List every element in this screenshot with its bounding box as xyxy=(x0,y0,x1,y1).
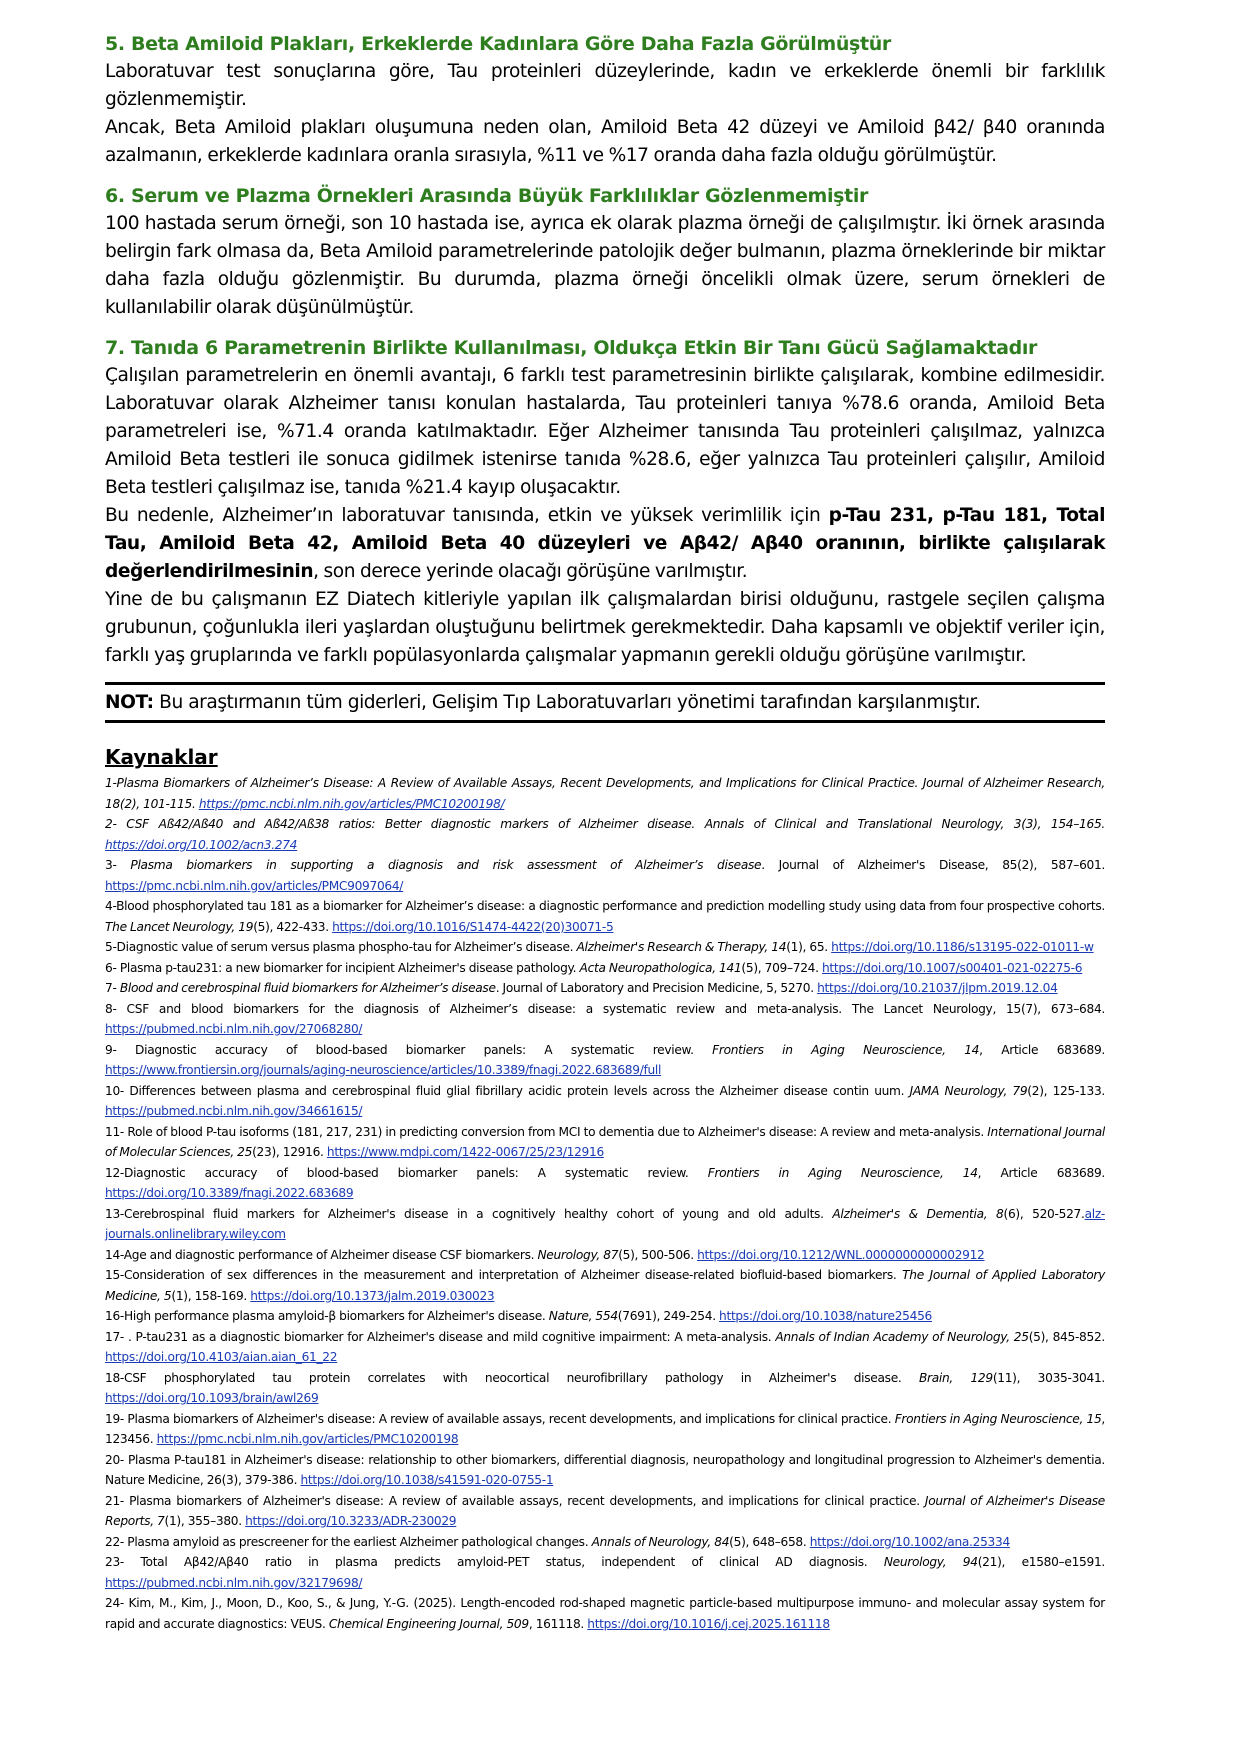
references-list xyxy=(105,773,1105,1634)
reference-item xyxy=(105,1245,1105,1266)
reference-link[interactable]: https://pubmed.ncbi.nlm.nih.gov/32179698/ xyxy=(105,1575,363,1590)
reference-link[interactable]: https://doi.org/10.1038/nature25456 xyxy=(719,1309,932,1323)
reference-link[interactable]: https://pmc.ncbi.nlm.nih.gov/articles/PMC10200198/ xyxy=(198,796,505,811)
section-heading: 5. Beta Amiloid Plakları, Erkeklerde Kadınlara Göre Daha Fazla Görülmüştür xyxy=(105,33,891,55)
reference-link[interactable]: https://doi.org/10.1373/jalm.2019.030023 xyxy=(250,1288,495,1303)
reference-link[interactable]: https://pmc.ncbi.nlm.nih.gov/articles/PMC10200198 xyxy=(156,1432,459,1446)
reference-item xyxy=(105,814,1105,855)
reference-journal: Nature, 554 xyxy=(548,1309,618,1323)
reference-journal: Neurology, 94 xyxy=(883,1555,978,1569)
document-page xyxy=(105,30,1105,1634)
reference-journal: Frontiers in Aging Neuroscience, 15 xyxy=(894,1411,1102,1426)
reference-text: (7691), 249-254. xyxy=(617,1309,720,1323)
reference-link[interactable]: https://pmc.ncbi.nlm.nih.gov/articles/PMC9097064/ xyxy=(105,878,404,893)
note-box xyxy=(105,682,1105,723)
reference-text: 6- Plasma p-tau231: a new biomarker for incipient Alzheimer's disease pathology. xyxy=(105,960,580,975)
reference-link[interactable]: https://doi.org/10.21037/jlpm.2019.12.04 xyxy=(817,981,1058,995)
paragraph: Çalışılan parametrelerin en önemli avantajı, 6 farklı test parametresinin birlikte çalışılarak, kombine edilmesidir. Laboratuvar olarak Alzheimer tanısı konulan hastalarda, Tau proteinleri tanıya %78.6 oranda, Amiloid Beta parametreleri ise, %71.4 oranda katılmaktadır. Eğer Alzheimer tanısında Tau proteinleri çalışılmaz, yalnızca Amiloid Beta testleri ile sonuca gidilmek istenirse tanıda %28.6, eğer yalnızca Tau proteinleri çalışılır, Amiloid Beta testleri çalışılmaz ise, tanıda %21.4 kayıp oluşacaktır. xyxy=(105,365,1105,498)
reference-link[interactable]: https://doi.org/10.1212/WNL.0000000000002912 xyxy=(697,1247,985,1262)
section-heading: 7. Tanıda 6 Parametrenin Birlikte Kullanılması, Oldukça Etkin Bir Tanı Gücü Sağlamaktadır xyxy=(105,337,1038,359)
reference-text: (1), 355–380. xyxy=(164,1514,246,1528)
reference-text: (5), 709–724. xyxy=(741,960,822,975)
reference-text: , Article 683689. xyxy=(979,1042,1105,1057)
reference-link[interactable]: https://doi.org/10.1002/acn3.274 xyxy=(105,837,298,852)
reference-text: (1), 65. xyxy=(786,940,832,954)
reference-journal: Brain, 129 xyxy=(918,1370,993,1385)
reference-text: 10- Differences between plasma and cerebrospinal fluid glial fibrillary acidic protein levels across the Alzheimer disease contin uum. xyxy=(105,1083,910,1098)
reference-item xyxy=(105,1409,1105,1450)
reference-text: 24- Kim, M., Kim, J., Moon, D., Koo, S., & Jung, Y.-G. (2025). Length-encoded rod-shaped magnetic particle-based multipurpose immuno- and molecular assay system for rapid and accurate diagnostics: VEUS. xyxy=(105,1596,1105,1631)
reference-journal: The Journal of Applied Laboratory Medicine, 5 xyxy=(105,1268,1105,1303)
bold-text: p-Tau 231, p-Tau 181, Total Tau, Amiloid Beta 42, Amiloid Beta 40 düzeyleri ve Aβ42/ Aβ40 oranının, birlikte çalışılarak değerlendirilmesinin xyxy=(105,505,1105,582)
reference-journal: Frontiers in Aging Neuroscience, 14 xyxy=(707,1165,978,1180)
reference-text: 8- CSF and blood biomarkers for the diagnosis of Alzheimer’s disease: a systematic review and meta-analysis. The Lancet Neurology, 15(7), 673–684. xyxy=(105,1001,1105,1016)
reference-item xyxy=(105,1593,1105,1634)
reference-journal: Chemical Engineering Journal, 509 xyxy=(328,1616,529,1631)
paragraph-text: Bu nedenle, Alzheimer’ın laboratuvar tanısında, etkin ve yüksek verimlilik için xyxy=(105,505,829,526)
reference-text: , Article 683689. xyxy=(977,1165,1105,1180)
reference-item xyxy=(105,958,1105,979)
reference-link[interactable]: https://doi.org/10.1038/s41591-020-0755-1 xyxy=(300,1473,554,1487)
reference-text: 12-Diagnostic accuracy of blood-based biomarker panels: A systematic review. xyxy=(105,1165,708,1180)
reference-text: (1), 158-169. xyxy=(171,1288,251,1303)
reference-text: 16-High performance plasma amyloid-β biomarkers for Alzheimer's disease. xyxy=(105,1309,549,1323)
reference-item xyxy=(105,1450,1105,1491)
reference-text: (5), 500-506. xyxy=(618,1247,698,1262)
reference-item xyxy=(105,1491,1105,1532)
reference-text: 9- Diagnostic accuracy of blood-based biomarker panels: A systematic review. xyxy=(105,1042,713,1057)
reference-item xyxy=(105,937,1105,958)
reference-link[interactable]: https://doi.org/10.1093/brain/awl269 xyxy=(105,1391,319,1405)
reference-text: (5), 422-433. xyxy=(253,919,333,934)
reference-text: 15-Consideration of sex differences in the measurement and interpretation of Alzheimer disease-related biofluid-based biomarkers. xyxy=(105,1268,903,1282)
reference-journal: Acta Neuropathologica, 141 xyxy=(579,960,742,975)
reference-journal: The Lancet Neurology, 19 xyxy=(105,919,254,934)
reference-text: 17- . P-tau231 as a diagnostic biomarker for Alzheimer's disease and mild cognitive impairment: A meta-analysis. xyxy=(105,1329,776,1344)
reference-text: 5-Diagnostic value of serum versus plasma phospho-tau for Alzheimer’s disease. xyxy=(105,940,577,954)
reference-text: 7- xyxy=(105,981,120,995)
reference-item xyxy=(105,1122,1105,1163)
reference-journal: Journal of Alzheimer's Disease Reports, 7 xyxy=(105,1493,1105,1528)
reference-link[interactable]: alz-journals.onlinelibrary.wiley.com xyxy=(105,1206,1106,1241)
reference-text: (5), 845-852. xyxy=(1028,1329,1105,1344)
references-title: Kaynaklar xyxy=(105,745,218,769)
reference-link[interactable]: https://doi.org/10.1016/S1474-4422(20)30071-5 xyxy=(332,919,614,934)
reference-item xyxy=(105,1163,1105,1204)
section-heading: 6. Serum ve Plazma Örnekleri Arasında Büyük Farklılıklar Gözlenmemiştir xyxy=(105,185,869,207)
reference-item xyxy=(105,1532,1105,1553)
note-label: NOT: xyxy=(105,692,154,713)
reference-link[interactable]: https://doi.org/10.3233/ADR-230029 xyxy=(245,1514,457,1528)
reference-journal: 1-Plasma Biomarkers of Alzheimer’s Disease: A Review of Available Assays, Recent Developments, and Implications for Clinical Practice. Journal of Alzheimer Research, 18(2), 101-115. xyxy=(105,776,1105,811)
reference-text: 4-Blood phosphorylated tau 181 as a biomarker for Alzheimer’s disease: a diagnostic performance and prediction modelling study using data from four prospective cohorts. xyxy=(105,899,1105,913)
reference-text: 23- Total Aβ42/Aβ40 ratio in plasma predicts amyloid-PET status, independent of clinical AD diagnosis. xyxy=(105,1555,884,1569)
reference-text: . Journal of Alzheimer's Disease, 85(2), 587–601. xyxy=(761,858,1106,872)
reference-journal: Plasma biomarkers in supporting a diagnosis and risk assessment of Alzheimer’s disease xyxy=(130,858,762,872)
note-text: Bu araştırmanın tüm giderleri, Gelişim Tıp Laboratuvarları yönetimi tarafından karşılanmıştır. xyxy=(153,692,981,713)
reference-text: (5), 648–658. xyxy=(729,1534,810,1549)
reference-text: (6), 520-527. xyxy=(1003,1206,1085,1221)
reference-link[interactable]: https://doi.org/10.1002/ana.25334 xyxy=(809,1534,1010,1549)
paragraph: 100 hastada serum örneği, son 10 hastada ise, ayrıca ek olarak plazma örneği de çalışılmıştır. İki örnek arasında belirgin fark olmasa da, Beta Amiloid parametrelerinde patolojik değer bulmanın, plazma örneklerinde bir miktar daha fazla olduğu gözlenmiştir. Bu durumda, plazma örneği öncelikli olmak üzere, serum örnekleri de kullanılabilir olarak düşünülmüştür. xyxy=(105,213,1105,318)
paragraph: Ancak, Beta Amiloid plakları oluşumuna neden olan, Amiloid Beta 42 düzeyi ve Amiloid β42/ β40 oranında azalmanın, erkeklerde kadınlara oranla sırasıyla, %11 ve %17 oranda daha fazla olduğu görülmüştür. xyxy=(105,117,1105,166)
reference-text: 13-Cerebrospinal fluid markers for Alzheimer's disease in a cognitively healthy cohort of young and old adults. xyxy=(105,1206,833,1221)
reference-text: (21), e1580–e1591. xyxy=(977,1555,1105,1569)
reference-link[interactable]: https://doi.org/10.1186/s13195-022-01011-w xyxy=(831,940,1094,954)
reference-journal: Frontiers in Aging Neuroscience, 14 xyxy=(712,1042,980,1057)
reference-item xyxy=(105,1081,1105,1122)
reference-journal: Alzheimer's Research & Therapy, 14 xyxy=(576,940,787,954)
reference-journal: JAMA Neurology, 79 xyxy=(909,1083,1028,1098)
paragraph: Yine de bu çalışmanın EZ Diatech kitleriyle yapılan ilk çalışmalardan birisi olduğunu, rastgele seçilen çalışma grubunun, çoğunlukla ileri yaşlardan oluştuğunu belirtmek gerekmektedir. Daha kapsamlı ve objektif veriler için, farklı yaş gruplarında ve farklı popülasyonlarda çalışmalar yapmanın gerekli olduğu görüşüne varılmıştır. xyxy=(105,589,1105,666)
reference-item xyxy=(105,773,1105,814)
reference-item xyxy=(105,855,1105,896)
reference-link[interactable]: https://pubmed.ncbi.nlm.nih.gov/34661615/ xyxy=(105,1104,363,1118)
reference-text: 22- Plasma amyloid as prescreener for the earliest Alzheimer pathological changes. xyxy=(105,1534,592,1549)
reference-item xyxy=(105,999,1105,1040)
reference-text: . Journal of Laboratory and Precision Medicine, 5, 5270. xyxy=(495,981,818,995)
section-7 xyxy=(105,334,1105,670)
reference-text: 18-CSF phosphorylated tau protein correlates with neocortical neurofibrillary pathology in Alzheimer's disease. xyxy=(105,1370,919,1385)
reference-journal: Annals of Indian Academy of Neurology, 25 xyxy=(775,1329,1029,1344)
reference-text: 20- Plasma P-tau181 in Alzheimer's disease: relationship to other biomarkers, differential diagnosis, neuropathology and longitudinal progression to Alzheimer's dementia. Nature Medicine, 26(3), 379-386. xyxy=(105,1452,1105,1487)
reference-item xyxy=(105,1204,1105,1245)
reference-item xyxy=(105,1306,1105,1327)
paragraph-text: , son derece yerinde olacağı görüşüne varılmıştır. xyxy=(313,561,748,582)
reference-text: 21- Plasma biomarkers of Alzheimer's disease: A review of available assays, recent developments, and implications for clinical practice. xyxy=(105,1493,925,1508)
reference-journal: Blood and cerebrospinal fluid biomarkers for Alzheimer’s disease xyxy=(119,981,496,995)
reference-link[interactable]: https://www.frontiersin.org/journals/aging-neuroscience/articles/10.3389/fnagi.2022.683689/full xyxy=(105,1063,662,1077)
reference-link[interactable]: https://doi.org/10.4103/aian.aian_61_22 xyxy=(105,1350,338,1364)
reference-journal: 2- CSF Aß42/Aß40 and Aß42/Aß38 ratios: Better diagnostic markers of Alzheimer disease. Annals of Clinical and Translational Neurology, 3(3), 154–165. xyxy=(105,817,1105,831)
reference-item xyxy=(105,1552,1105,1593)
reference-item xyxy=(105,1327,1105,1368)
reference-journal: Alzheimer's & Dementia, 8 xyxy=(832,1206,1004,1221)
reference-link[interactable]: https://doi.org/10.1007/s00401-021-02275-6 xyxy=(822,960,1083,975)
reference-item xyxy=(105,1265,1105,1306)
reference-item xyxy=(105,1040,1105,1081)
reference-text: 14-Age and diagnostic performance of Alzheimer disease CSF biomarkers. xyxy=(105,1247,538,1262)
reference-item xyxy=(105,978,1105,999)
reference-text: (11), 3035-3041. xyxy=(992,1370,1105,1385)
reference-link[interactable]: https://doi.org/10.3389/fnagi.2022.683689 xyxy=(105,1186,354,1200)
paragraph-conclusion xyxy=(105,502,1105,586)
reference-item xyxy=(105,896,1105,937)
reference-text: , 123456. xyxy=(105,1411,1105,1446)
reference-text: , 161118. xyxy=(528,1616,588,1631)
reference-link[interactable]: https://www.mdpi.com/1422-0067/25/23/12916 xyxy=(326,1145,604,1159)
reference-link[interactable]: https://pubmed.ncbi.nlm.nih.gov/27068280/ xyxy=(105,1022,363,1036)
reference-journal: Annals of Neurology, 84 xyxy=(591,1534,730,1549)
section-6 xyxy=(105,182,1105,322)
reference-text: (23), 12916. xyxy=(252,1145,327,1159)
paragraph: Laboratuvar test sonuçlarına göre, Tau proteinleri düzeylerinde, kadın ve erkeklerde önemli bir farklılık gözlenmemiştir. xyxy=(105,61,1105,110)
reference-text: 19- Plasma biomarkers of Alzheimer's disease: A review of available assays, recent developments, and implications for clinical practice. xyxy=(105,1411,895,1426)
reference-item xyxy=(105,1368,1105,1409)
reference-text: 11- Role of blood P-tau isoforms (181, 217, 231) in predicting conversion from MCI to dementia due to Alzheimer's disease: A review and meta-analysis. xyxy=(105,1124,988,1139)
reference-journal: International Journal of Molecular Sciences, 25 xyxy=(105,1124,1105,1159)
reference-text: (2), 125-133. xyxy=(1027,1083,1105,1098)
reference-text: 3- xyxy=(105,858,131,872)
section-5 xyxy=(105,30,1105,170)
reference-link[interactable]: https://doi.org/10.1016/j.cej.2025.161118 xyxy=(587,1616,830,1631)
reference-journal: Neurology, 87 xyxy=(537,1247,619,1262)
